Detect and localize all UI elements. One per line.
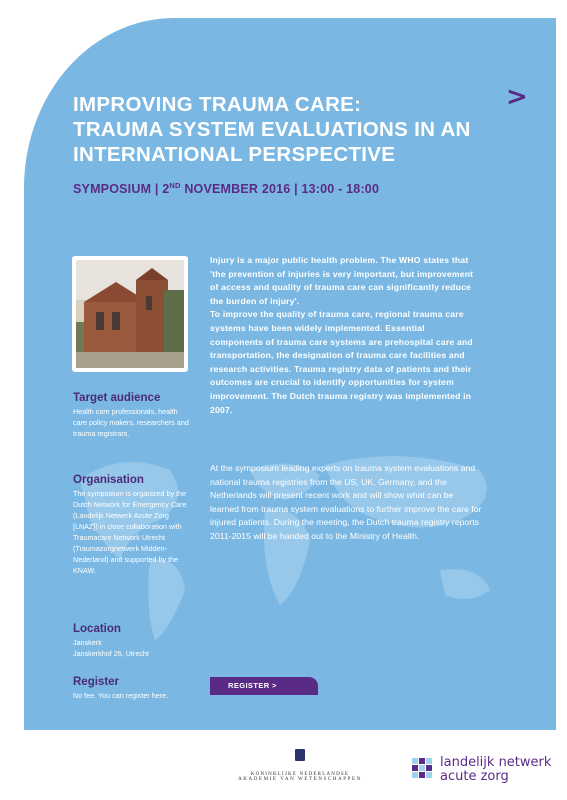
register-section bbox=[73, 676, 213, 701]
intro-text bbox=[210, 254, 478, 417]
organisation-heading: Organisation bbox=[73, 474, 144, 486]
subtitle-prefix: SYMPOSIUM | 2 bbox=[73, 182, 170, 196]
title-line-3: INTERNATIONAL PERSPECTIVE bbox=[73, 143, 396, 166]
knaw-logo-line-2: AKADEMIE VAN WETENSCHAPPEN bbox=[238, 777, 362, 782]
lnaz-grid-icon bbox=[412, 758, 434, 780]
symposium-description: At the symposium leading experts on trauma system evaluations and national trauma registries from the US, UK, Germany, and the Netherlands will present recent work and will show what can be learned from trauma system evaluations to further improve the care for injured patients. During the meeting, the Dutch trauma registry reports 2011-2015 will be handed out to the Ministry of Health. bbox=[210, 463, 482, 541]
register-heading: Register bbox=[73, 676, 120, 688]
lnaz-logo-line-1: landelijk netwerk bbox=[440, 755, 552, 770]
location-section bbox=[73, 623, 193, 659]
knaw-logo bbox=[230, 748, 370, 788]
church-photo bbox=[72, 256, 188, 372]
lnaz-logo-line-2: acute zorg bbox=[440, 769, 509, 784]
location-address: Janskerkhof 26, Utrecht bbox=[73, 649, 149, 658]
next-arrow-icon[interactable]: > bbox=[506, 82, 528, 112]
lnaz-logo bbox=[412, 756, 552, 786]
location-heading: Location bbox=[73, 623, 121, 635]
knaw-crest-icon bbox=[295, 749, 305, 761]
target-audience-heading: Target audience bbox=[73, 392, 161, 404]
page-title bbox=[73, 92, 493, 167]
register-button[interactable]: REGISTER > bbox=[210, 677, 318, 695]
janskerk-image bbox=[76, 260, 184, 368]
subtitle-suffix: NOVEMBER 2016 | 13:00 - 18:00 bbox=[180, 182, 380, 196]
ordinal-suffix: ND bbox=[169, 181, 181, 190]
organisation-text: The symposium is organized by the Dutch Network for Emergency Care (Landelijk Netwerk Acute Zorg [LNAZ]) in close collaboration with Traumacare Network Utrecht (Traumazorgnetwerk Midden-Nederland) and supported by the KNAW. bbox=[73, 489, 187, 575]
knaw-logo-line-1: KONINKLIJKE NEDERLANDSE bbox=[250, 772, 350, 777]
register-text[interactable]: No fee. You can register here. bbox=[73, 691, 169, 700]
title-line-1: IMPROVING TRAUMA CARE: bbox=[73, 93, 362, 116]
target-audience-section bbox=[73, 392, 193, 439]
location-venue: Janskerk bbox=[73, 638, 102, 647]
organisation-section bbox=[73, 474, 193, 576]
intro-paragraph-1: Injury is a major public health problem. The WHO states that 'the prevention of injuries is very important, but improvement of access and quality of trauma care can significantly reduce the burden of injury'. bbox=[210, 255, 474, 306]
event-date-line bbox=[73, 181, 379, 196]
target-audience-text: Health care professionals, health care policy makers, researchers and trauma registrars. bbox=[73, 407, 189, 438]
intro-paragraph-2: To improve the quality of trauma care, regional trauma care systems have been widely implemented. Essential components of trauma care systems are prehospital care and transportation, the designation of trauma care facilities and research activities. Trauma registry data of patients and their outcomes are crucial to identify opportunities for system improvement. The Dutch trauma registry was implemented in 2007. bbox=[210, 309, 473, 415]
title-line-2: TRAUMA SYSTEM EVALUATIONS IN AN bbox=[73, 118, 471, 141]
